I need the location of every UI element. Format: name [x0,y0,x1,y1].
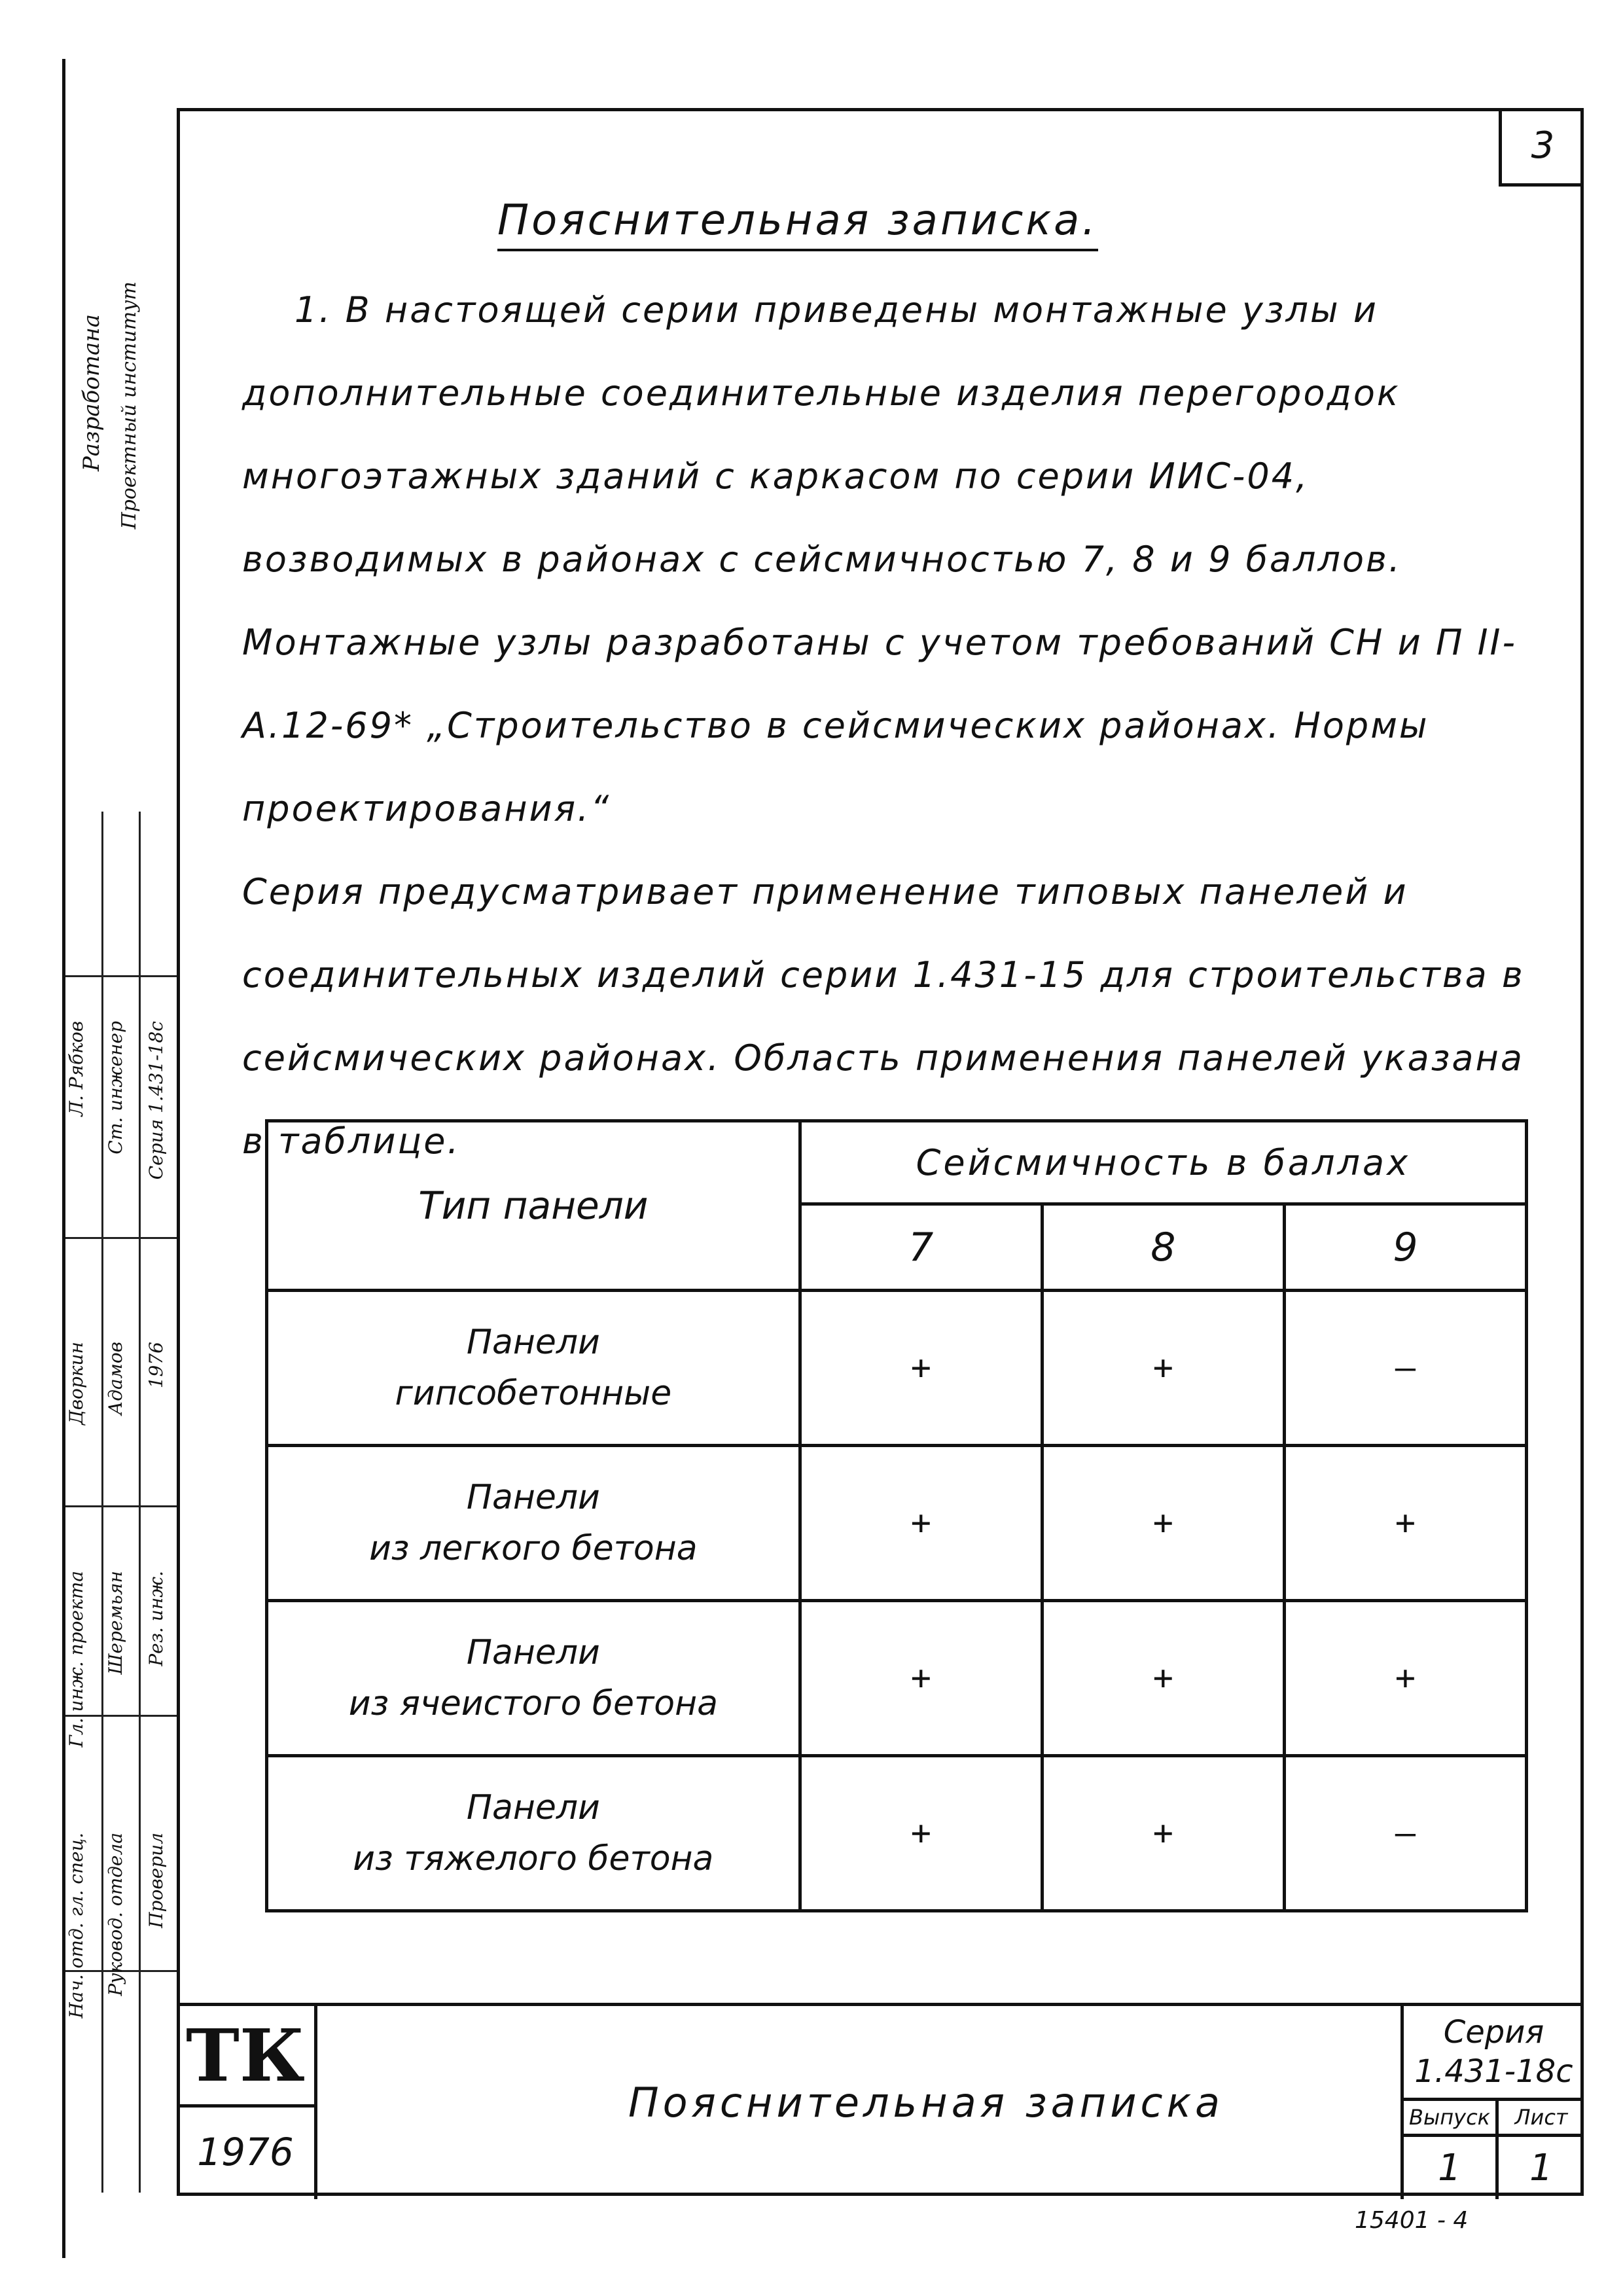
panel-type-line: гипсобетонные [395,1374,672,1413]
strip-text: Дворкин [65,1342,87,1426]
table-row [267,1601,1527,1756]
series-value: 1.431-18с [1414,2053,1573,2090]
stamp-year: 1976 [177,2104,317,2199]
sheet-label: Лист [1499,2098,1584,2137]
panel-type-line: Панели [466,1323,600,1362]
archive-number: 15401 - 4 [1355,2207,1469,2234]
strip-divider [65,1237,177,1239]
applicability-mark: + [800,1446,1042,1601]
panel-type-cell [267,1601,800,1756]
applicability-mark: — [1284,1291,1526,1446]
series-info [1404,2006,1584,2098]
org-label: Проектный институт [118,281,141,529]
panel-application-table [265,1119,1528,1912]
table-row [267,1446,1527,1601]
strip-text: 1976 [145,1342,167,1389]
strip-text: Гл. инж. проекта [65,1571,87,1748]
level-header: 9 [1284,1204,1526,1291]
strip-text: Адамов [105,1342,126,1416]
panel-type-line: Панели [466,1788,600,1827]
strip-text: Серия 1.431-18с [145,1021,167,1180]
applicability-mark: + [1042,1446,1284,1601]
explanatory-text [242,268,1538,1183]
org-label: Разработана [79,314,105,472]
level-header: 8 [1042,1204,1284,1291]
issue-value: 1 [1404,2137,1499,2199]
series-block [1400,2006,1584,2199]
strip-divider [65,1505,177,1507]
panel-type-cell [267,1756,800,1911]
series-label: Серия [1443,2014,1544,2051]
applicability-mark: + [800,1601,1042,1756]
strip-divider [65,975,177,977]
applicability-mark: + [1042,1756,1284,1911]
publisher-logo: ТК [177,2006,317,2108]
col-header-type: Тип панели [267,1121,800,1291]
panel-type-line: из тяжелого бетона [353,1839,714,1878]
strip-text: Нач. отд. гл. спец. [65,1833,87,2018]
page-title: Пояснительная записка. [497,196,1098,251]
title-block [177,2003,1584,2196]
panel-type-line: Панели [466,1478,600,1517]
strip-text: Руковод. отдела [105,1833,126,1996]
table-row [267,1756,1527,1911]
paragraph-2: Серия предусматривает применение типовых панелей и соединительных изделий серии 1.431-15 для строительства в сейсмических районах. Область применения панелей указана в таблице. [242,871,1525,1162]
paragraph-1: 1. В настоящей серии приведены монтажные узлы и дополнительные соединительные изделия перегородок многоэтажных зданий с каркасом по серии ИИС-04, возводимых в районах с сейсмичностью 7, 8 и 9 баллов. Монтажные узлы разработаны с учетом требований СН и П II-А.12-69* „Строительство в сейсмических районах. Нормы проектирования.“ [242,289,1517,829]
applicability-mark: + [1042,1291,1284,1446]
applicability-mark: + [800,1756,1042,1911]
level-header: 7 [800,1204,1042,1291]
strip-text: Л. Рябков [65,1021,87,1117]
strip-divider [139,812,141,2193]
table-row [267,1291,1527,1446]
sheet-value: 1 [1529,2147,1553,2189]
strip-text: Рез. инж. [145,1571,167,1666]
col-header-seismic: Сейсмичность в баллах [800,1121,1526,1204]
strip-text: Проверил [145,1833,167,1928]
strip-text: Ст. инженер [105,1021,126,1155]
panel-type-cell [267,1446,800,1601]
stamp-title: Пояснительная записка [628,2079,1224,2126]
sheet-number: 3 [1499,108,1584,187]
panel-type-cell [267,1291,800,1446]
panel-type-line: из ячеистого бетона [348,1684,718,1723]
applicability-mark: + [800,1291,1042,1446]
strip-text: Шеремьян [105,1571,126,1675]
applicability-mark: + [1284,1446,1526,1601]
applicability-mark: + [1284,1601,1526,1756]
strip-divider [101,812,103,2193]
applicability-mark: + [1042,1601,1284,1756]
panel-type-line: из легкого бетона [369,1529,698,1568]
applicability-mark: — [1284,1756,1526,1911]
panel-type-line: Панели [466,1633,600,1672]
issue-label: Выпуск [1404,2098,1499,2137]
